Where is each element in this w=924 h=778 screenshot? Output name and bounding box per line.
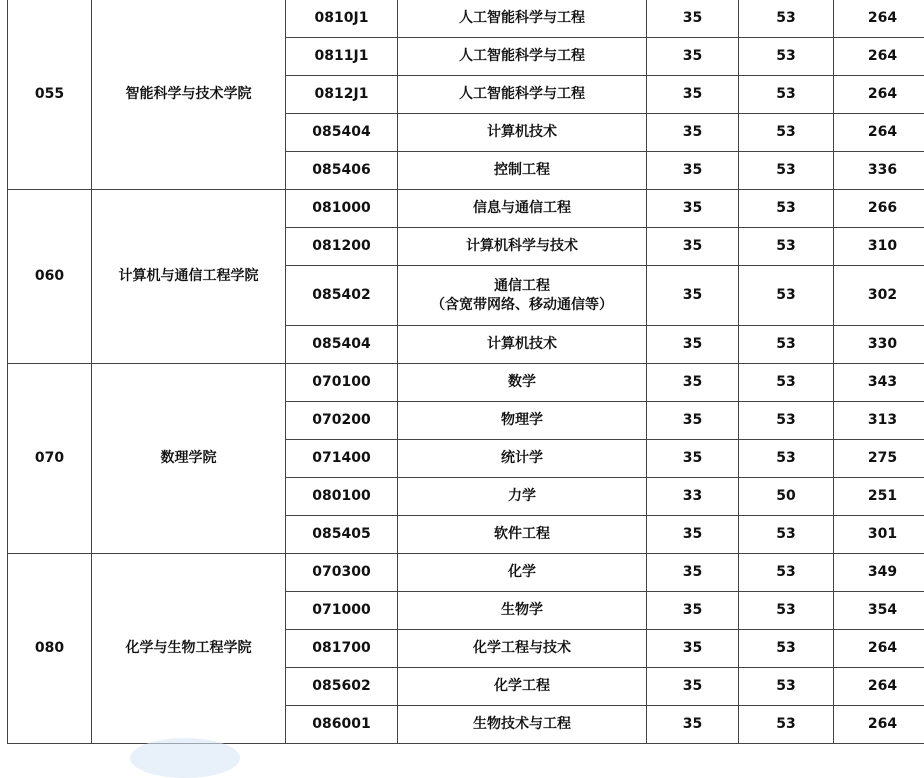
major-code-cell: 0810J1: [286, 0, 398, 38]
single-b-score-cell: 53: [739, 228, 834, 266]
major-code-cell: 070200: [286, 402, 398, 440]
score-table: [7, 0, 924, 744]
table-row: [8, 364, 924, 402]
total-score-cell: 343: [834, 364, 924, 402]
single-b-score-cell: 53: [739, 76, 834, 114]
major-name-cell: [398, 76, 647, 114]
single-b-score-cell: 53: [739, 326, 834, 364]
single-a-score-cell: 33: [647, 478, 739, 516]
major-name: 人工智能科学与工程: [398, 85, 646, 104]
total-score-cell: 313: [834, 402, 924, 440]
single-b-score-cell: 53: [739, 630, 834, 668]
single-b-score-cell: 53: [739, 516, 834, 554]
major-name-cell: [398, 440, 647, 478]
single-a-score-cell: 35: [647, 554, 739, 592]
single-a-score-cell: 35: [647, 38, 739, 76]
single-a-score-cell: 35: [647, 440, 739, 478]
table-body: [8, 0, 924, 744]
total-score-cell: 354: [834, 592, 924, 630]
major-name-cell: [398, 478, 647, 516]
major-name-cell: [398, 554, 647, 592]
total-score-cell: 264: [834, 114, 924, 152]
single-a-score-cell: 35: [647, 364, 739, 402]
major-name-cell: [398, 152, 647, 190]
major-name-cell: [398, 592, 647, 630]
single-a-score-cell: 35: [647, 190, 739, 228]
college-code-cell: 055: [8, 0, 92, 190]
watermark-logo: [130, 738, 240, 778]
major-code-cell: 081700: [286, 630, 398, 668]
major-name: 信息与通信工程: [398, 199, 646, 218]
total-score-cell: 251: [834, 478, 924, 516]
college-name-cell: 数理学院: [92, 364, 286, 554]
single-b-score-cell: 53: [739, 152, 834, 190]
total-score-cell: 310: [834, 228, 924, 266]
total-score-cell: 349: [834, 554, 924, 592]
single-a-score-cell: 35: [647, 592, 739, 630]
major-code-cell: 071000: [286, 592, 398, 630]
major-name-cell: [398, 668, 647, 706]
major-name-cell: [398, 706, 647, 744]
major-name: 物理学: [398, 411, 646, 430]
college-code-cell: 070: [8, 364, 92, 554]
single-a-score-cell: 35: [647, 266, 739, 326]
major-code-cell: 081200: [286, 228, 398, 266]
single-b-score-cell: 53: [739, 402, 834, 440]
single-a-score-cell: 35: [647, 668, 739, 706]
major-name-cell: [398, 228, 647, 266]
single-b-score-cell: 50: [739, 478, 834, 516]
total-score-cell: 264: [834, 706, 924, 744]
college-name-cell: 计算机与通信工程学院: [92, 190, 286, 364]
college-name-cell: 化学与生物工程学院: [92, 554, 286, 744]
single-a-score-cell: 35: [647, 152, 739, 190]
major-name: 生物学: [398, 601, 646, 620]
major-name-cell: [398, 0, 647, 38]
major-code-cell: 086001: [286, 706, 398, 744]
major-name-cell: [398, 516, 647, 554]
total-score-cell: 302: [834, 266, 924, 326]
major-name: 化学工程: [398, 677, 646, 696]
major-name-cell: [398, 402, 647, 440]
major-code-cell: 085406: [286, 152, 398, 190]
major-code-cell: 085404: [286, 326, 398, 364]
major-name: 化学: [398, 563, 646, 582]
single-b-score-cell: 53: [739, 38, 834, 76]
major-name: 统计学: [398, 449, 646, 468]
major-name: 控制工程: [398, 161, 646, 180]
major-name: 通信工程: [398, 277, 646, 296]
total-score-cell: 264: [834, 76, 924, 114]
major-code-cell: 085602: [286, 668, 398, 706]
single-b-score-cell: 53: [739, 0, 834, 38]
single-a-score-cell: 35: [647, 516, 739, 554]
major-name-cell: [398, 326, 647, 364]
major-name: 人工智能科学与工程: [398, 47, 646, 66]
major-code-cell: 085404: [286, 114, 398, 152]
total-score-cell: 275: [834, 440, 924, 478]
major-name: 计算机技术: [398, 335, 646, 354]
total-score-cell: 264: [834, 0, 924, 38]
major-name-cell: [398, 38, 647, 76]
single-a-score-cell: 35: [647, 326, 739, 364]
major-name-cell: [398, 190, 647, 228]
single-a-score-cell: 35: [647, 706, 739, 744]
single-b-score-cell: 53: [739, 592, 834, 630]
total-score-cell: 301: [834, 516, 924, 554]
major-code-cell: 070100: [286, 364, 398, 402]
major-code-cell: 085405: [286, 516, 398, 554]
major-code-cell: 080100: [286, 478, 398, 516]
major-code-cell: 081000: [286, 190, 398, 228]
total-score-cell: 266: [834, 190, 924, 228]
major-name: 计算机科学与技术: [398, 237, 646, 256]
single-a-score-cell: 35: [647, 0, 739, 38]
major-note: （含宽带网络、移动通信等）: [398, 296, 646, 315]
major-code-cell: 071400: [286, 440, 398, 478]
single-b-score-cell: 53: [739, 266, 834, 326]
major-name: 生物技术与工程: [398, 715, 646, 734]
single-a-score-cell: 35: [647, 228, 739, 266]
single-a-score-cell: 35: [647, 402, 739, 440]
major-name-cell: [398, 630, 647, 668]
major-name: 数学: [398, 373, 646, 392]
major-code-cell: 085402: [286, 266, 398, 326]
major-name: 人工智能科学与工程: [398, 9, 646, 28]
major-name: 软件工程: [398, 525, 646, 544]
single-b-score-cell: 53: [739, 554, 834, 592]
single-a-score-cell: 35: [647, 76, 739, 114]
total-score-cell: 330: [834, 326, 924, 364]
table-row: [8, 190, 924, 228]
single-b-score-cell: 53: [739, 190, 834, 228]
total-score-cell: 264: [834, 630, 924, 668]
college-name-cell: 智能科学与技术学院: [92, 0, 286, 190]
major-name: 力学: [398, 487, 646, 506]
major-code-cell: 0811J1: [286, 38, 398, 76]
single-b-score-cell: 53: [739, 114, 834, 152]
single-a-score-cell: 35: [647, 630, 739, 668]
college-code-cell: 080: [8, 554, 92, 744]
major-name: 化学工程与技术: [398, 639, 646, 658]
table-row: [8, 554, 924, 592]
major-code-cell: 070300: [286, 554, 398, 592]
table-row: [8, 0, 924, 38]
single-b-score-cell: 53: [739, 668, 834, 706]
major-name-cell: [398, 364, 647, 402]
single-b-score-cell: 53: [739, 440, 834, 478]
major-name-cell: [398, 114, 647, 152]
single-a-score-cell: 35: [647, 114, 739, 152]
major-name: 计算机技术: [398, 123, 646, 142]
total-score-cell: 264: [834, 668, 924, 706]
major-name-cell: [398, 266, 647, 326]
college-code-cell: 060: [8, 190, 92, 364]
single-b-score-cell: 53: [739, 706, 834, 744]
total-score-cell: 336: [834, 152, 924, 190]
major-code-cell: 0812J1: [286, 76, 398, 114]
single-b-score-cell: 53: [739, 364, 834, 402]
total-score-cell: 264: [834, 38, 924, 76]
